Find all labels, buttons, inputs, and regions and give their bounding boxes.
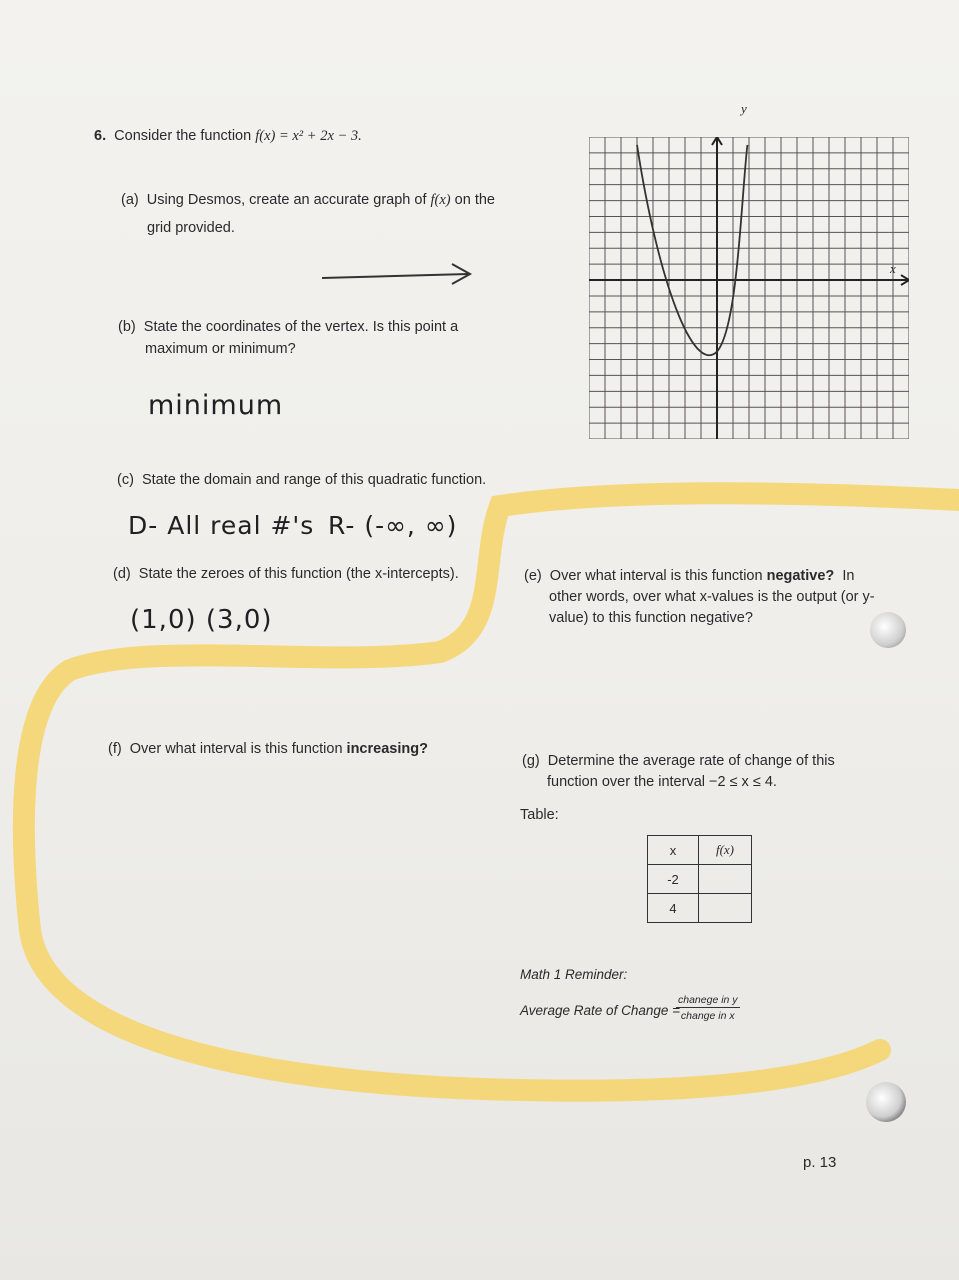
page-number: p. 13 (803, 1154, 837, 1171)
part-b-line1 (118, 317, 458, 338)
part-a-line1 (121, 190, 495, 211)
binder-hole-icon (870, 612, 906, 648)
part-a-label: (a) (121, 192, 139, 208)
part-f-label: (f) (108, 741, 122, 757)
part-e-bold: negative? (766, 568, 835, 584)
y-axis-label: y (741, 101, 747, 116)
fraction-denominator: change in x (680, 1010, 735, 1022)
table-header-row (648, 836, 752, 865)
table-cell (699, 894, 752, 923)
problem-function: f(x) = x² + 2x − 3. (255, 128, 362, 144)
table-header-x: x (648, 836, 699, 865)
binder-hole-icon (866, 1082, 906, 1122)
part-d-label: (d) (113, 566, 131, 582)
part-g-text: Determine the average rate of change of this (547, 753, 835, 769)
part-f-line (108, 739, 428, 760)
part-b-line2: maximum or minimum? (145, 341, 296, 357)
part-e-text: Over what interval is this function (549, 568, 763, 584)
part-c-range-answer: R- (-∞, ∞) (328, 511, 458, 540)
part-b-text: State the coordinates of the vertex. Is this point a (143, 319, 459, 335)
part-a-func: f(x) (430, 192, 451, 208)
table-cell: 4 (648, 894, 699, 923)
values-table (647, 835, 752, 923)
reminder-fraction (676, 994, 740, 1022)
part-b-answer: minimum (148, 390, 284, 421)
coordinate-grid (589, 137, 909, 439)
table-cell (699, 865, 752, 894)
part-g-line1 (522, 751, 835, 772)
part-f-text: Over what interval is this function (129, 741, 343, 757)
part-c-text: State the domain and range of this quadratic function. (141, 472, 487, 488)
hand-drawn-arrow (318, 256, 478, 292)
table-row (648, 894, 752, 923)
parabola-curve (637, 145, 747, 355)
x-axis-label: x (890, 261, 896, 276)
part-d-answer: (1,0) (3,0) (130, 605, 273, 635)
part-a-text-end: on the (454, 192, 495, 208)
part-e-line1 (524, 566, 854, 587)
part-g-line2: function over the interval −2 ≤ x ≤ 4. (547, 774, 777, 790)
table-label: Table: (520, 807, 559, 823)
part-c-line (117, 470, 486, 491)
reminder-formula: Average Rate of Change = (520, 1003, 680, 1018)
table-header-fx: f(x) (699, 836, 752, 865)
reminder-title: Math 1 Reminder: (520, 967, 628, 982)
fraction-numerator: chanege in y (678, 994, 738, 1006)
graph-svg (589, 137, 909, 439)
table-cell: -2 (648, 865, 699, 894)
part-c-label: (c) (117, 472, 134, 488)
problem-number: 6. (94, 128, 107, 144)
part-f-bold: increasing? (346, 741, 428, 757)
part-g-label: (g) (522, 753, 540, 769)
part-b-label: (b) (118, 319, 136, 335)
part-d-line (113, 564, 459, 585)
part-a-line2: grid provided. (147, 220, 235, 236)
part-e-line3: value) to this function negative? (549, 610, 753, 626)
problem-intro: Consider the function (114, 128, 252, 144)
part-e-text-end: In (842, 568, 855, 584)
part-e-line2: other words, over what x-values is the output (or y- (549, 589, 875, 605)
part-a-text: Using Desmos, create an accurate graph of (146, 192, 427, 208)
table-row (648, 865, 752, 894)
part-d-text: State the zeroes of this function (the x-intercepts). (138, 566, 459, 582)
problem-heading (94, 126, 362, 147)
part-c-domain-answer: D- All real #'s (128, 511, 315, 540)
part-e-label: (e) (524, 568, 542, 584)
